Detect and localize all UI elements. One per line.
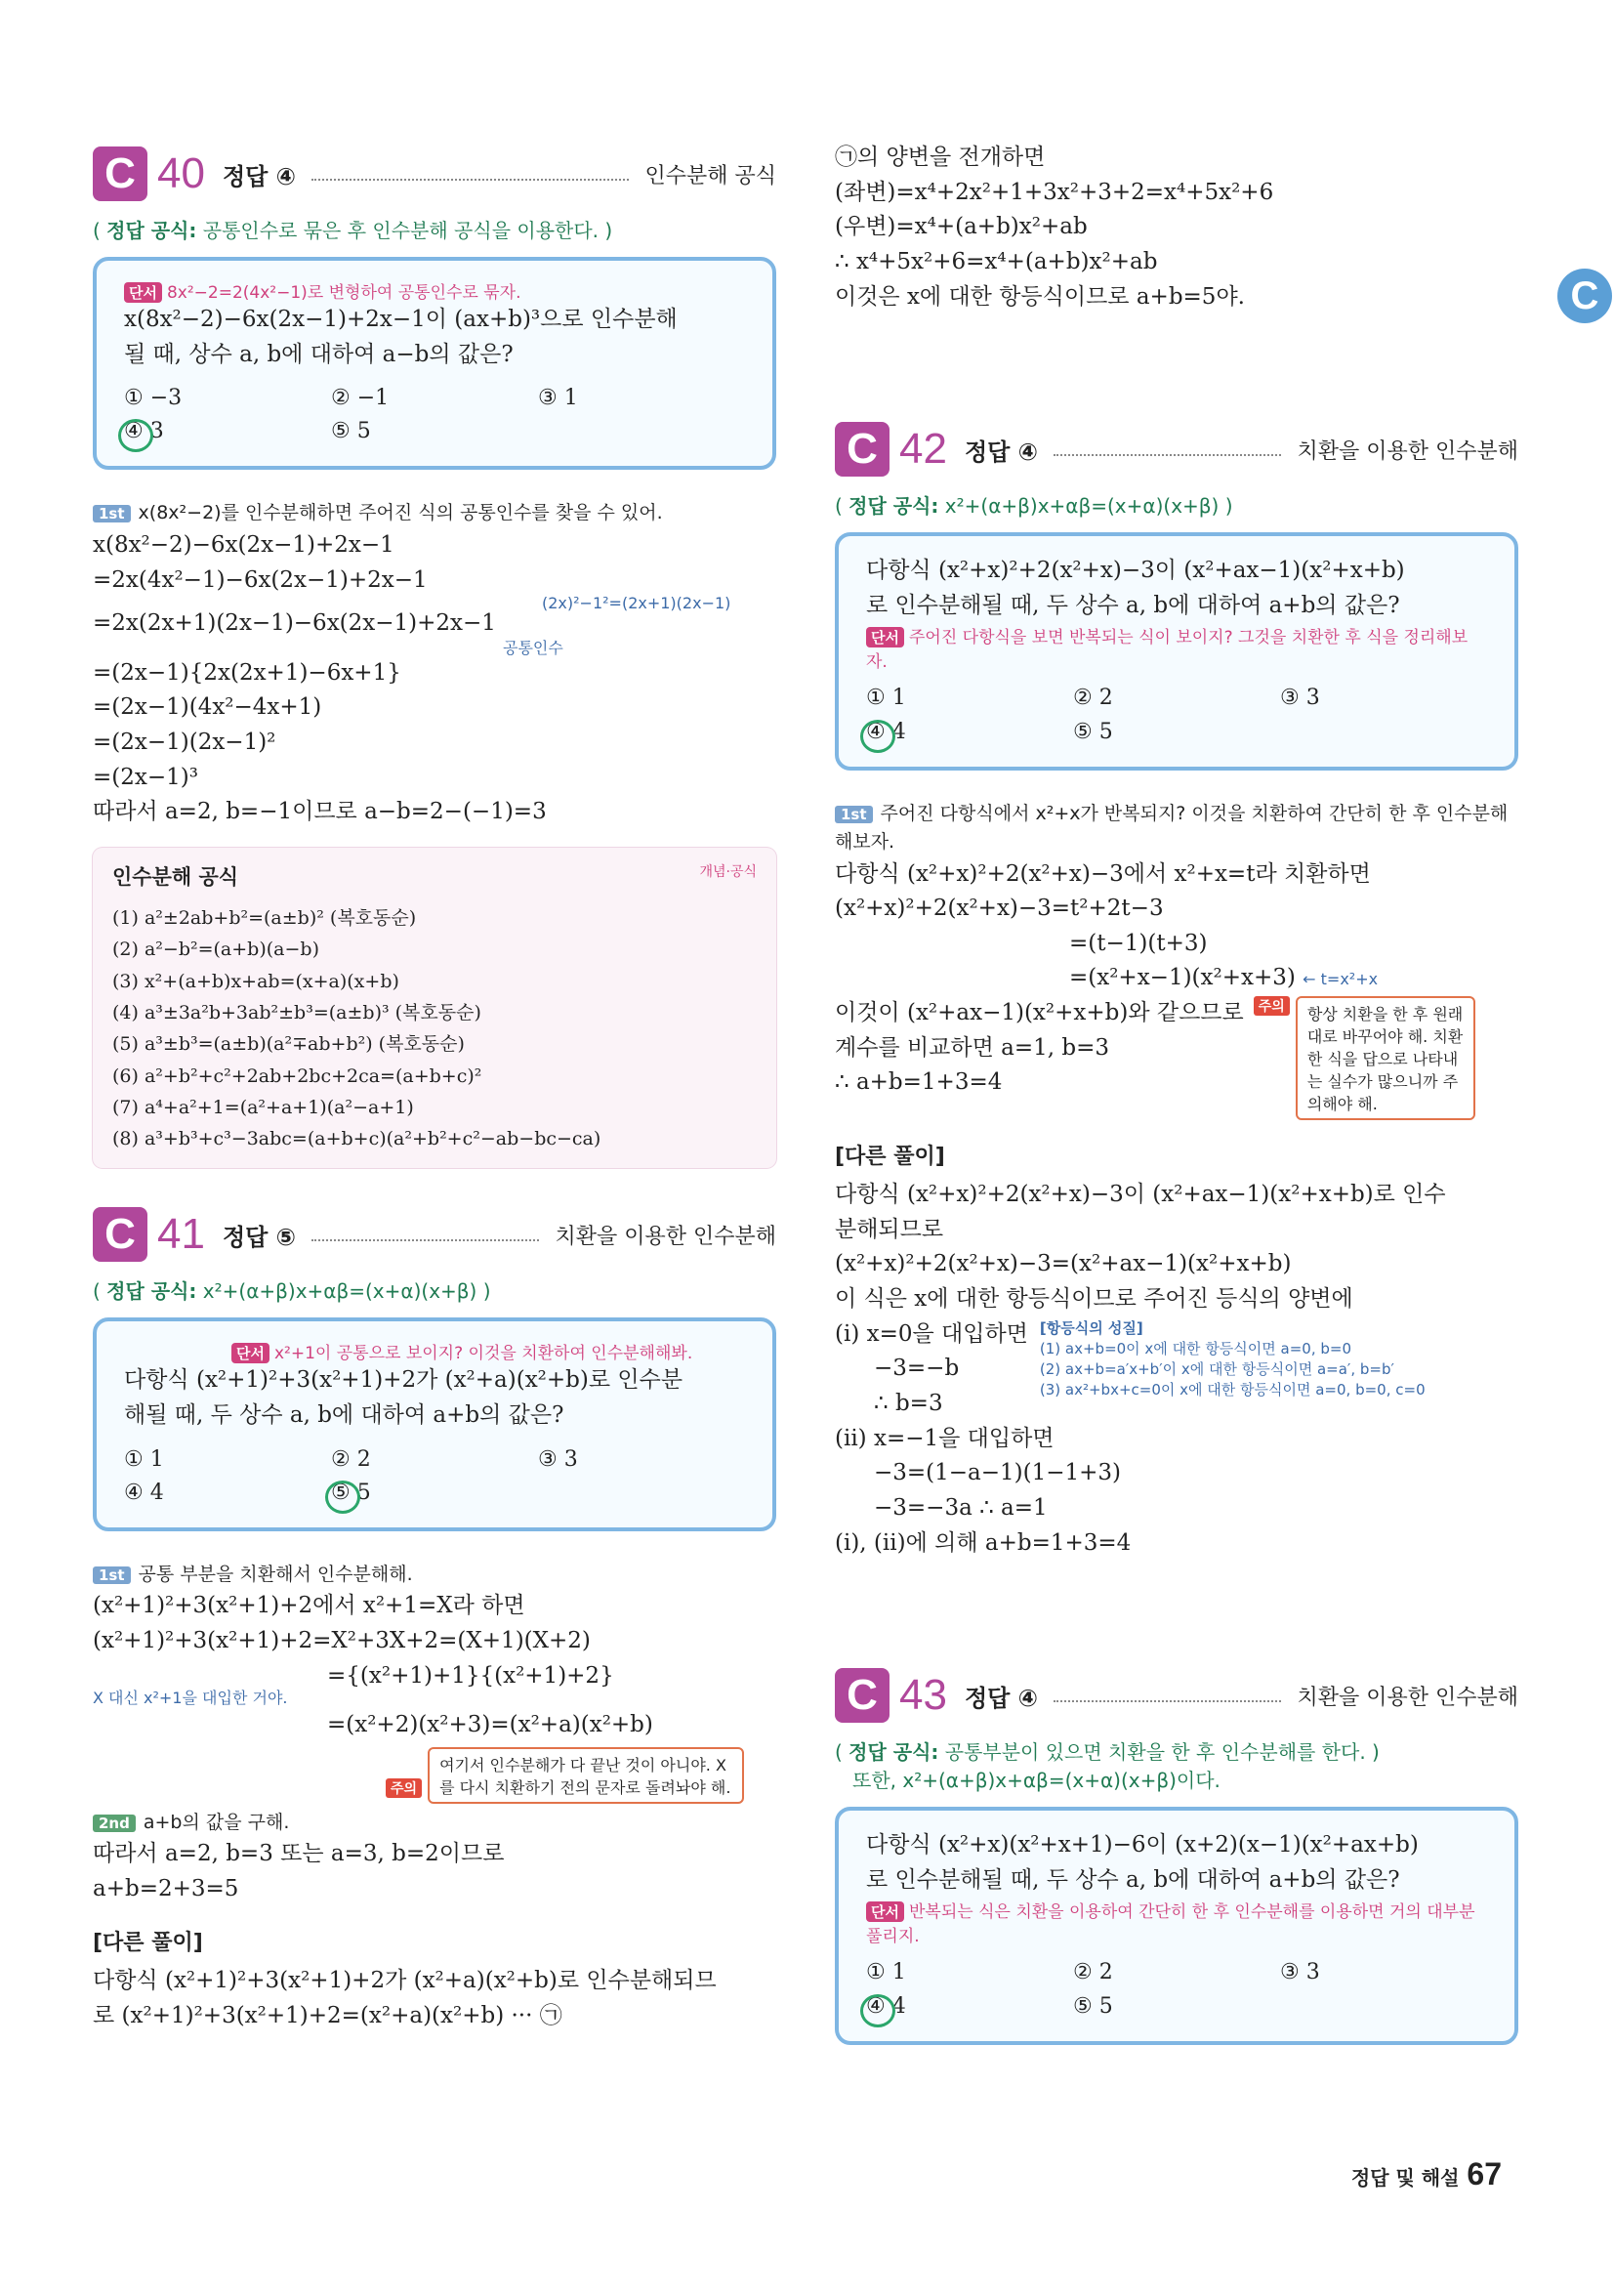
- factoring-formulas-box: 인수분해 공식 개념·공식 (1) a²±2ab+b²=(a±b)² (복호동순) (2) a²−b²=(a+b)(a−b) (3) x²+(a+b)x+ab=(x+a)(x+b) (4) a³±3a²b+3ab²±b³=(a±b)³ (복호동순) (5) a³±b³=(a±b)(a²∓ab+b²) (복호동순) (6) a²+b²+c²+2ab+2bc+2ca=(a+b+c)² (7) a⁴+a²+1=(a²+a+1)(a²−a+1) (8) a³+b³+c³−3abc=(a+b+c)(a²+b²+c²−ab−bc−ca): [93, 848, 776, 1168]
- answer-label: 정답 ④: [964, 438, 1038, 466]
- choice-1[interactable]: ① 1: [866, 686, 906, 711]
- page-number: 67: [1467, 2156, 1502, 2192]
- formulas-badge: 개념·공식: [699, 864, 757, 881]
- question-text: 로 인수분해될 때, 두 상수 a, b에 대하여 a+b의 값은?: [866, 592, 1400, 618]
- footer-label: 정답 및 해설: [1350, 2166, 1460, 2190]
- question-text: x(8x²−2)−6x(2x−1)+2x−1이 (ax+b)³으로 인수분해: [124, 307, 678, 332]
- hint: 단서 반복되는 식은 치환을 이용하여 간단히 한 후 인수분해를 이용하면 거의 대부분 풀리지.: [866, 1902, 1475, 1947]
- topic-label: 치환을 이용한 인수분해: [555, 1224, 776, 1249]
- answer-label: 정답 ④: [222, 162, 296, 190]
- solution-41: (x²+1)²+3(x²+1)+2에서 x²+1=X라 하면 (x²+1)²+3(x²+1)+2=X²+3X+2=(X+1)(X+2) ={(x²+1)+1}{(x²+1)+2} X 대신 x²+1을 대입한 거야. =(x²+2)(x²+3)=(x²+a)(x²+b) 주의여기서 인수분해가 다 끝난 것이 아니야. X를 다시 치환하기 전의 문자로 돌려놔야 해. 2nd a+b의 값을 구해. 따라서 a=2, b=3 또는 a=3, b=2이므로 a+b=2+3=5 [다른 풀이] 다항식 (x²+1)²+3(x²+1)+2가 (x²+a)(x²+b)로 인수분해되므 로 (x²+1)²+3(x²+1)+2=(x²+a)(x²+b) ··· ㉠: [93, 1589, 776, 2033]
- problem-number: 41: [157, 1210, 205, 1259]
- choice-1[interactable]: ① 1: [124, 1446, 164, 1472]
- answer-label: 정답 ⑤: [222, 1223, 296, 1251]
- choice-5[interactable]: ⑤ 5: [1073, 719, 1113, 744]
- choice-5-correct[interactable]: ⑤ 5: [331, 1477, 538, 1510]
- hint: 단서 주어진 다항식을 보면 반복되는 식이 보이지? 그것을 치환한 후 식을 정리해보자.: [866, 628, 1469, 673]
- step-1st: 1st 주어진 다항식에서 x²+x가 반복되지? 이것을 치환하여 간단히 한 후 인수분해해보자.: [835, 802, 1509, 854]
- page-footer: [1351, 2156, 1502, 2192]
- question-box-43: [835, 1807, 1518, 2044]
- right-column: [835, 146, 1518, 2074]
- choice-4-correct[interactable]: ④ 4: [866, 716, 1073, 749]
- solution-42: 다항식 (x²+x)²+2(x²+x)−3에서 x²+x=t라 치환하면 (x²+x)²+2(x²+x)−3=t²+2t−3 =(t−1)(t+3) =(x²+x−1)(x²+x+3) ← t=x²+x 이것이 (x²+ax−1)(x²+x+b)와 같으므로 계수를 비교하면 a=1, b=3 ∴ a+b=1+3=4 주의 항상 치환을 한 후 원래대로 바꾸어야 해. 치환한 식을 답으로 나타내는 실수가 많으니까 주의해야 해. [다른 풀이] 다항식 (x²+x)²+2(x²+x)−3이 (x²+ax−1)(x²+x+b)로 인수 분해되므로 (x²+x)²+2(x²+x)−3=(x²+ax−1)(x²+x+b) 이 식은 x에 대한 항등식이므로 주어진 등식의 양변에 (i) x=0을 대입하면 −3=−b ∴ b=3 [항등식의 성질] (1) ax+b=0이 x에 대한 항등식이면 a=0, b=0 (2) ax+b=a′x+b′이 x에 대한 항등식이면 a=a′, b=b′ (3) ax²+bx+c=0이 x에 대한 항등식이면 a=0, b=0, c=0 (ii) x=−1을 대입하면 −3=(1−a−1)(1−1+3) −3=−3a ∴ a=1 (i), (ii)에 의해 a+b=1+3=4: [835, 857, 1518, 1562]
- answer-label: 정답 ④: [964, 1684, 1038, 1712]
- section-c-badge: C: [835, 422, 890, 477]
- choice-5[interactable]: ⑤ 5: [1073, 1993, 1113, 2019]
- choice-2[interactable]: ② 2: [331, 1446, 371, 1472]
- identity-properties: [항등식의 성질] (1) ax+b=0이 x에 대한 항등식이면 a=0, b=0 (2) ax+b=a′x+b′이 x에 대한 항등식이면 a=a′, b=b′ (3) ax²+bx+c=0이 x에 대한 항등식이면 a=0, b=0, c=0: [1039, 1318, 1426, 1398]
- section-40-header: [93, 146, 776, 201]
- step-1st: 1st x(8x²−2)를 인수분해하면 주어진 식의 공통인수를 찾을 수 있어.: [93, 499, 776, 527]
- topic-label: 치환을 이용한 인수분해: [1297, 1685, 1518, 1710]
- step-2nd: 2nd a+b의 값을 구해.: [93, 1809, 776, 1837]
- warning: 주의여기서 인수분해가 다 끝난 것이 아니야. X를 다시 치환하기 전의 문자로 돌려놔야 해.: [93, 1747, 776, 1805]
- section-c-badge: C: [93, 1207, 147, 1262]
- section-43-header: [835, 1668, 1518, 1723]
- solution-41-continued: ㉠의 양변을 전개하면 (좌변)=x⁴+2x²+1+3x²+3+2=x⁴+5x²+6 (우변)=x⁴+(a+b)x²+ab ∴ x⁴+5x²+6=x⁴+(a+b)x²+ab 이것은 x에 대한 항등식이므로 a+b=5야.: [835, 145, 1274, 310]
- formulas-title: 인수분해 공식: [112, 865, 239, 890]
- choice-3[interactable]: ③ 3: [1280, 686, 1320, 711]
- choices: [124, 382, 745, 448]
- section-c-badge: C: [93, 146, 147, 201]
- left-column: [93, 146, 776, 2034]
- alternate-solution-heading: [다른 풀이]: [93, 1931, 203, 1956]
- choices: [124, 1443, 745, 1510]
- choice-3[interactable]: ③ 1: [538, 386, 578, 411]
- problem-number: 42: [899, 425, 947, 474]
- leader-dots: [311, 179, 629, 181]
- choices: [866, 682, 1487, 748]
- question-box-42: [835, 532, 1518, 770]
- choice-4[interactable]: ④ 4: [124, 1480, 164, 1505]
- choice-2[interactable]: ② −1: [331, 386, 390, 411]
- hint: 단서 8x²−2=2(4x²−1)로 변형하여 공통인수로 묶자.: [124, 278, 745, 303]
- t-substitution-note: ← t=x²+x: [1303, 970, 1379, 989]
- section-42-header: [835, 422, 1518, 477]
- problem-number: 43: [899, 1671, 947, 1720]
- question-box-41: [93, 1317, 776, 1530]
- topic-label: 인수분해 공식: [644, 163, 776, 188]
- chapter-c-tab: C: [1557, 269, 1612, 323]
- question-text: 될 때, 상수 a, b에 대하여 a−b의 값은?: [124, 341, 514, 367]
- factor-note: (2x)²−1²=(2x+1)(2x−1): [542, 594, 731, 613]
- question-box-40: [93, 257, 776, 470]
- leader-dots: [1054, 1700, 1281, 1702]
- question-text: 다항식 (x²+x)²+2(x²+x)−3이 (x²+ax−1)(x²+x+b): [866, 558, 1405, 584]
- leader-dots: [311, 1239, 539, 1241]
- choice-5[interactable]: ⑤ 5: [331, 419, 371, 444]
- choice-1[interactable]: ① 1: [866, 1960, 906, 1985]
- step-1st: 1st 공통 부분을 치환해서 인수분해해.: [93, 1561, 776, 1589]
- choice-3[interactable]: ③ 3: [538, 1446, 578, 1472]
- choice-3[interactable]: ③ 3: [1280, 1960, 1320, 1985]
- solution-40: x(8x²−2)−6x(2x−1)+2x−1 =2x(4x²−1)−6x(2x−1)+2x−1 (2x)²−1²=(2x+1)(2x−1) =2x(2x+1)(2x−1)−6x(2x−1)+2x−1 공통인수 =(2x−1){2x(2x+1)−6x+1} =(2x−1)(4x²−4x+1) =(2x−1)(2x−1)² =(2x−1)³ 따라서 a=2, b=−1이므로 a−b=2−(−1)=3: [93, 528, 776, 830]
- question-text: 해될 때, 두 상수 a, b에 대하여 a+b의 값은?: [124, 1402, 564, 1429]
- problem-number: 40: [157, 149, 205, 197]
- common-factor-note: 공통인수: [503, 638, 563, 657]
- topic-label: 치환을 이용한 인수분해: [1297, 438, 1518, 464]
- leader-dots: [1054, 454, 1281, 456]
- hint: 단서 x²+1이 공통으로 보이지? 이것을 치환하여 인수분해해봐.: [124, 1339, 745, 1363]
- choice-2[interactable]: ② 2: [1073, 686, 1113, 711]
- choice-4-correct[interactable]: ④ 4: [866, 1990, 1073, 2024]
- question-text: 다항식 (x²+x)(x²+x+1)−6이 (x+2)(x−1)(x²+ax+b): [866, 1832, 1419, 1858]
- choices: [866, 1956, 1487, 2023]
- choice-4-correct[interactable]: ④ 3: [124, 415, 331, 448]
- answer-formula: ( 정답 공식: 공통인수로 묶은 후 인수분해 공식을 이용한다. ): [93, 219, 613, 242]
- question-text: 로 인수분해될 때, 두 상수 a, b에 대하여 a+b의 값은?: [866, 1866, 1400, 1893]
- answer-formula: ( 정답 공식: 공통부분이 있으면 치환을 한 후 인수분해를 한다. ) 또한, x²+(α+β)x+αβ=(x+α)(x+β)이다.: [835, 1740, 1380, 1793]
- warning: 주의 항상 치환을 한 후 원래대로 바꾸어야 해. 치환한 식을 답으로 나타내는 실수가 많으니까 주의해야 해.: [1254, 996, 1475, 1120]
- choice-2[interactable]: ② 2: [1073, 1960, 1113, 1985]
- alternate-solution-heading: [다른 풀이]: [835, 1145, 945, 1170]
- choice-1[interactable]: ① −3: [124, 386, 183, 411]
- section-41-header: [93, 1207, 776, 1262]
- answer-formula: ( 정답 공식: x²+(α+β)x+αβ=(x+α)(x+β) ): [93, 1279, 491, 1304]
- answer-formula: ( 정답 공식: x²+(α+β)x+αβ=(x+α)(x+β) ): [835, 494, 1233, 519]
- question-text: 다항식 (x²+1)²+3(x²+1)+2가 (x²+a)(x²+b)로 인수분: [124, 1367, 683, 1394]
- substitution-note: X 대신 x²+1을 대입한 거야.: [93, 1689, 288, 1708]
- section-c-badge: C: [835, 1668, 890, 1723]
